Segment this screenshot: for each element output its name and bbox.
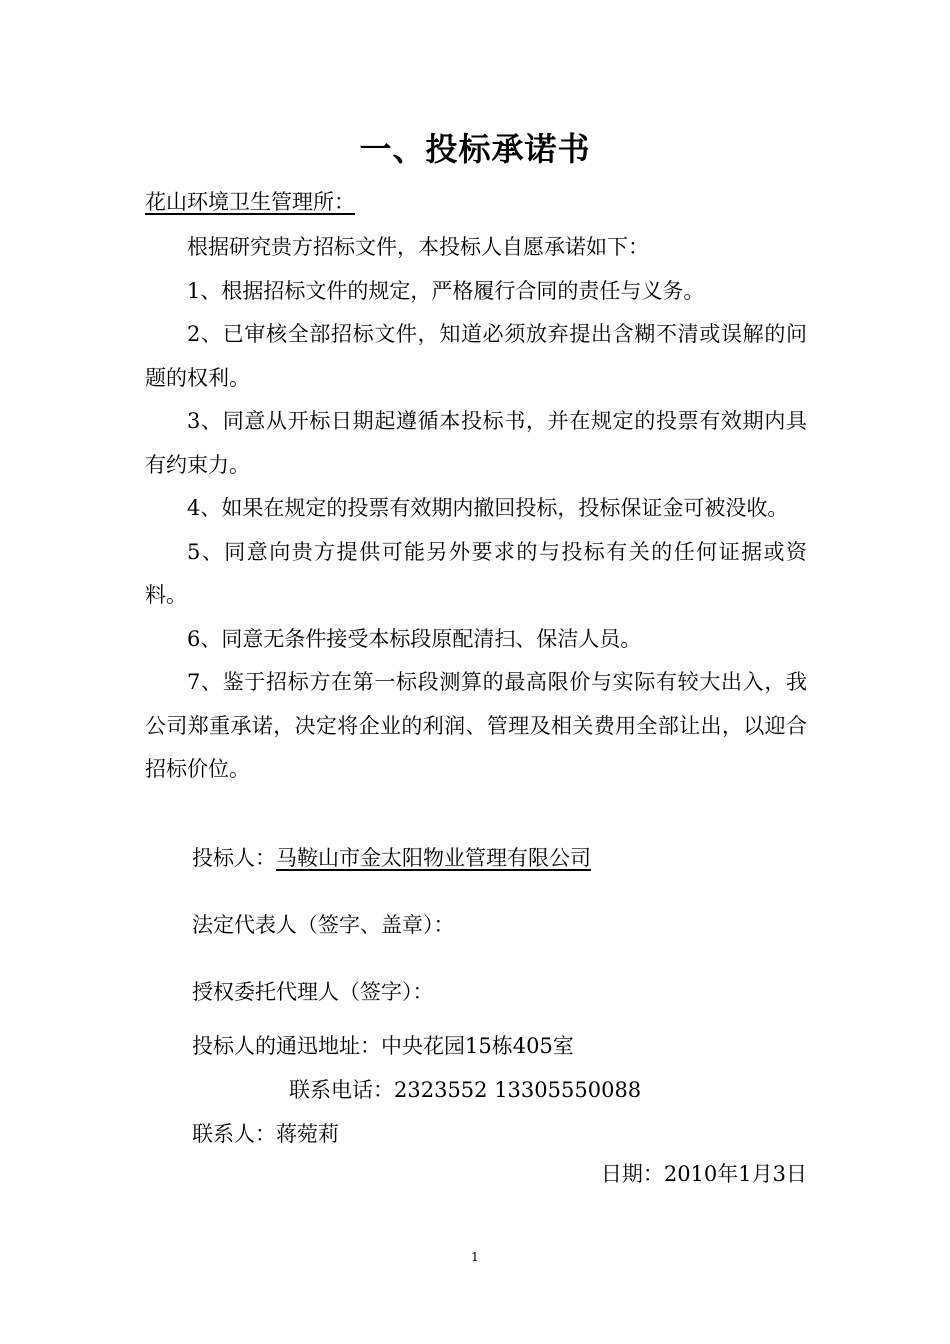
bidder-label: 投标人： (192, 846, 276, 870)
commitment-item-5: 5、同意向贵方提供可能另外要求的与投标有关的任何证据或资料。 (145, 539, 807, 607)
bidder-name: 马鞍山市金太阳物业管理有限公司 (276, 846, 591, 870)
document-title: 一、投标承诺书 (359, 130, 591, 168)
addressee: 花山环境卫生管理所： (145, 190, 355, 214)
commitment-item-1: 1、根据招标文件的规定，严格履行合同的责任与义务。 (187, 278, 705, 303)
phone-line: 联系电话：2323552 13305550088 (289, 1078, 642, 1102)
bidder-line (192, 842, 591, 872)
contact-person-line: 联系人：蒋菀莉 (192, 1122, 339, 1146)
commitment-item-3: 3、同意从开标日期起遵循本投标书，并在规定的投票有效期内具有约束力。 (145, 409, 807, 477)
address-line: 投标人的通迅地址：中央花园15栋405室 (192, 1034, 574, 1058)
commitment-item-6: 6、同意无条件接受本标段原配清扫、保洁人员。 (187, 626, 642, 651)
commitment-item-4: 4、如果在规定的投票有效期内撤回投标，投标保证金可被没收。 (187, 496, 789, 520)
page-number: 1 (471, 1250, 479, 1264)
legal-representative-line: 法定代表人（签字、盖章）： (192, 913, 455, 937)
commitment-item-2: 2、已审核全部招标文件，知道必须放弃提出含糊不清或误解的问题的权利。 (145, 322, 807, 390)
intro-paragraph: 根据研究贵方招标文件，本投标人自愿承诺如下： (187, 235, 649, 259)
authorized-agent-line: 授权委托代理人（签字）： (192, 980, 434, 1004)
commitment-body (145, 226, 807, 792)
commitment-item-7: 7、鉴于招标方在第一标段测算的最高限价与实际有较大出入，我公司郑重承诺，决定将企业的利润、管理及相关费用全部让出，以迎合招标价位。 (145, 670, 807, 781)
document-date: 日期：2010年1月3日 (600, 1162, 807, 1186)
